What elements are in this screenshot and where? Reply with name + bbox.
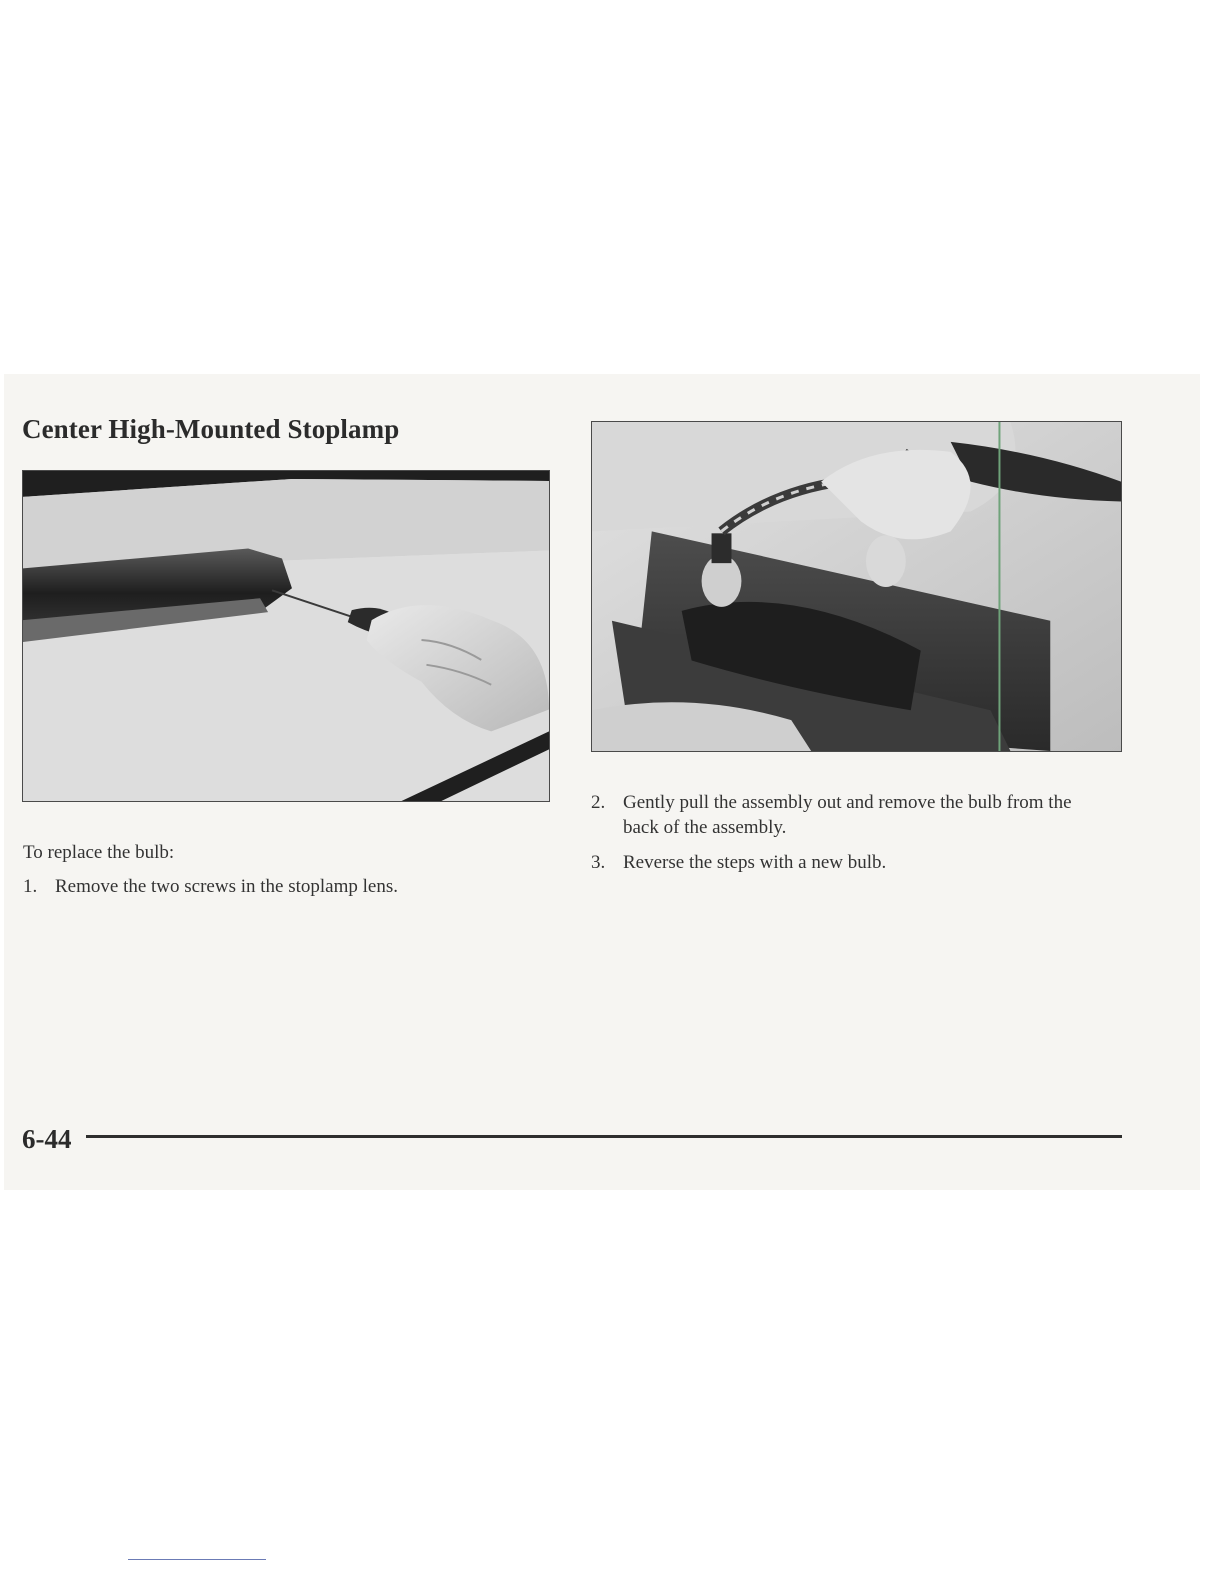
instruction-step: [591, 850, 1101, 875]
instruction-step: [591, 790, 1101, 840]
step-number: 2.: [591, 792, 606, 813]
bulb-assembly-illustration: [592, 422, 1121, 751]
step-text: Gently pull the assembly out and remove the bulb from the back of the assembly.: [623, 792, 1072, 838]
footer-rule: [86, 1135, 1122, 1138]
step-number: 3.: [591, 852, 606, 873]
instruction-step: [23, 874, 543, 899]
instructions-intro: To replace the bulb:: [23, 842, 175, 863]
step-number: 1.: [23, 876, 38, 897]
footer-link-underline: [128, 1559, 266, 1560]
section-title: Center High-Mounted Stoplamp: [22, 414, 400, 444]
screwdriver-lens-illustration: [23, 471, 549, 801]
photo-removing-bulb: [591, 421, 1122, 752]
photo-removing-lens-screws: [22, 470, 550, 802]
page-number: 6-44: [22, 1124, 72, 1154]
step-text: Reverse the steps with a new bulb.: [623, 852, 887, 873]
step-text: Remove the two screws in the stoplamp lens.: [55, 876, 398, 897]
